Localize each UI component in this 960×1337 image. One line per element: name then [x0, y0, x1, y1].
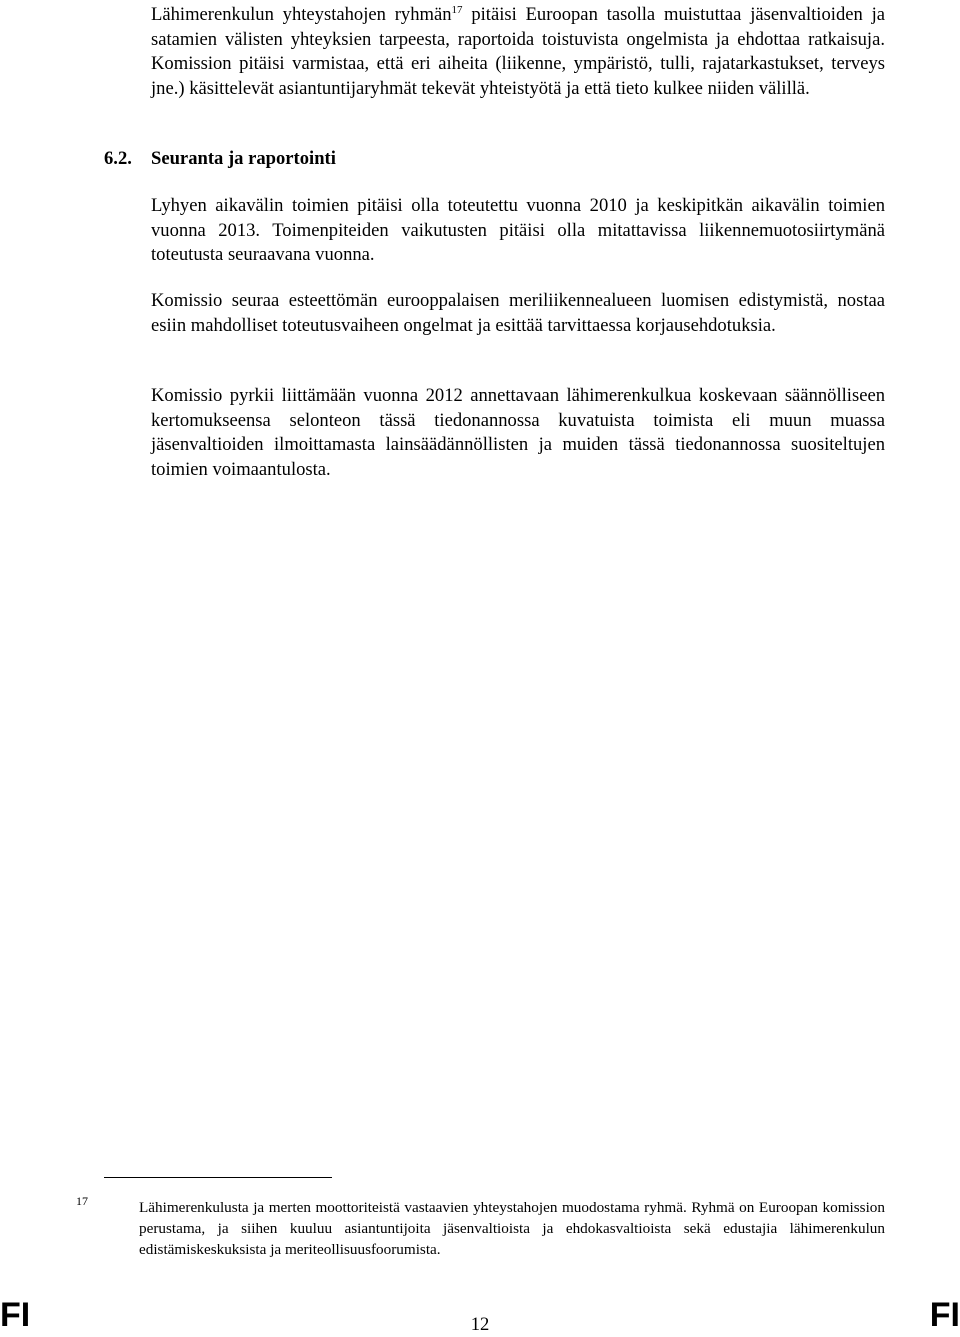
body-paragraph: Lyhyen aikavälin toimien pitäisi olla toteutettu vuonna 2010 ja keskipitkän aikavälin toimien vuonna 2013. Toimenpiteiden vaikutusten pitäisi olla mitattavissa liikennemuotosiirtymänä toteutusta seuraavana vuonna.	[151, 195, 885, 265]
section-title: Seuranta ja raportointi	[151, 148, 336, 169]
intro-text-before: Lähimerenkulun yhteystahojen ryhmän	[151, 4, 452, 25]
body-paragraph: Komissio pyrkii liittämään vuonna 2012 annettavaan lähimerenkulkua koskevaan säännölliseen kertomukseensa selonteon tässä tiedonannossa kuvatuista toimista eli muun muassa jäsenvaltioiden ilmoittamasta lainsäädännöllisten ja muiden tässä tiedonannossa suositeltujen toimien voimaantulosta.	[151, 385, 885, 480]
page-number: 12	[470, 1314, 490, 1335]
intro-text-after: pitäisi Euroopan tasolla muistuttaa jäsenvaltioiden ja satamien välisten yhteyksien tarpeesta, raportoida toistuvista ongelmista ja ehdottaa ratkaisuja. Komission pitäisi varmistaa, että eri aiheita (liikenne, ympäristö, tulli, rajatarkastukset, terveys jne.) käsittelevät asiantuntijaryhmät tekevät yhteistyötä ja että tieto kulkee niiden välillä.	[151, 4, 885, 99]
section-number: 6.2.	[104, 148, 132, 169]
footnote-separator	[104, 1177, 332, 1178]
body-paragraph: Komissio seuraa esteettömän eurooppalaisen meriliikennealueen luomisen edistymistä, nostaa esiin mahdolliset toteutusvaiheen ongelmat ja esittää tarvittaessa korjausehdotuksia.	[151, 290, 885, 336]
intro-paragraph	[151, 3, 885, 101]
section-heading	[104, 147, 336, 171]
footnote-reference[interactable]: 17	[451, 3, 463, 16]
footnote-text: Lähimerenkulusta ja merten moottoriteistä vastaavien yhteystahojen muodostama ryhmä. Ryhmä on Euroopan komission perustama, ja siihen kuuluu asiantuntijoita jäsenvaltioista ja ehdokasvaltioista sekä edustajia lähimerenkulun edistämiskeskuksista ja meriteollisuusfoorumista.	[139, 1199, 885, 1258]
language-code-left: FI	[0, 1296, 31, 1334]
footnote-number: 17	[76, 1194, 88, 1208]
language-code-right: FI	[929, 1296, 960, 1334]
